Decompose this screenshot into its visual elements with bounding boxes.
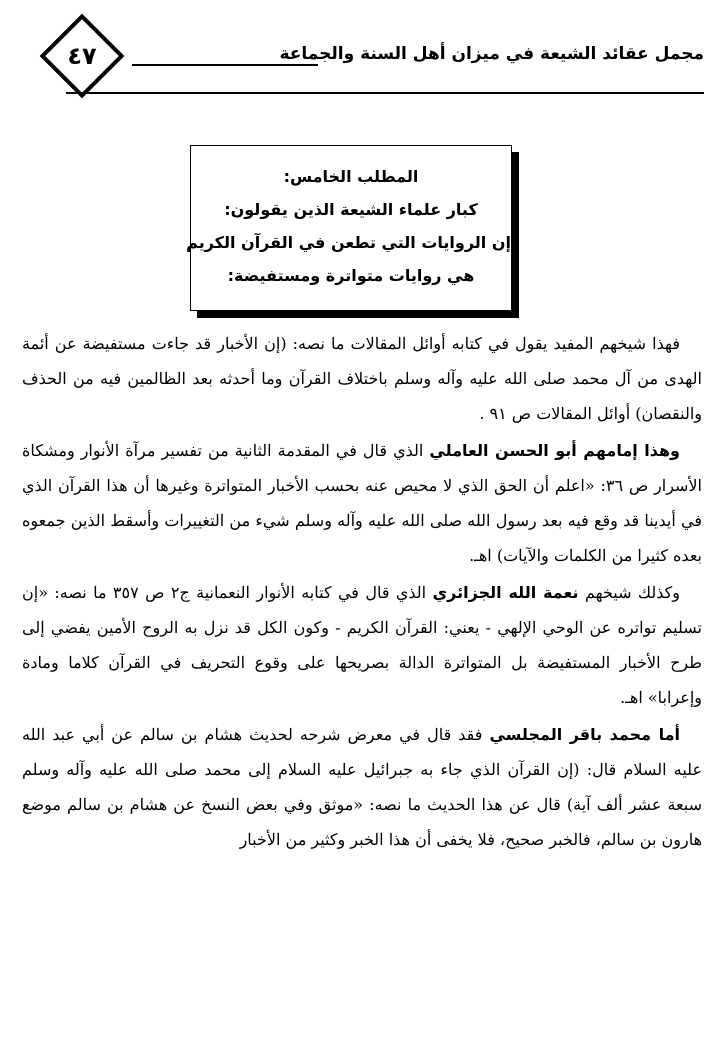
paragraph-majlisi <box>22 717 702 857</box>
bold-name: نعمة الله الجزائري <box>432 583 579 602</box>
section-heading-box <box>186 145 512 311</box>
section-heading-line-1: المطلب الخامس: <box>283 167 419 186</box>
paragraph-text: وكذلك شيخهم <box>578 583 681 602</box>
bold-lead: أما محمد باقر المجلسي <box>489 725 680 744</box>
header-rule <box>66 92 704 94</box>
paragraph-jazairi <box>22 575 702 715</box>
section-heading-line-2: كبار علماء الشيعة الذين يقولون: <box>224 200 478 219</box>
paragraph-amili <box>22 433 702 573</box>
paragraph-text: الذي قال في كتابه الأنوار النعمانية ج٢ ص ٣٥٧ ما نصه: «إن تسليم تواتره عن الوحي الإلهي - يعني: القرآن الكريم - وكون الكل قد نزل به الروح الأمين يفضي إلى طرح الأخبار المستفيضة بل المتواترة الدالة بصريحها على وقوع التحريف في القرآن كلاما ومادة وإعرابا» اهـ. <box>22 583 702 707</box>
page-number: ٤٧ <box>67 42 97 70</box>
paragraph-text: فهذا شيخهم المفيد يقول في كتابه أوائل المقالات ما نصه: (إن الأخبار قد جاءت مستفيضة عن أئمة الهدى من آل محمد صلى الله عليه وآله وسلم باختلاف القرآن وما أحدثه بعد الظالمين فيه من الحذف والنقصان) أوائل المقالات ص ٩١ . <box>22 334 702 423</box>
section-heading-line-4: هي روايات متواترة ومستفيضة: <box>227 266 475 285</box>
body-text <box>22 326 702 859</box>
section-heading-line-3: إن الروايات التي تطعن في القرآن الكريم <box>186 233 511 252</box>
paragraph-text: الذي قال في المقدمة الثانية من تفسير مرآة الأنوار ومشكاة الأسرار ص ٣٦: «اعلم أن الحق الذي لا محيص عنه بحسب الأخبار المتواترة وغيرها أن هذا القرآن الذي في أيدينا قد وقع فيه بعد رسول الله صلى الله عليه وآله وسلم شيء من التغييرات وأسقط الذين جمعوه بعده كثيرا من الكلمات والآيات) اهـ. <box>22 441 703 565</box>
paragraph-mufid <box>22 326 702 431</box>
running-title: مجمل عقائد الشيعة في ميزان أهل السنة والجماعة <box>279 44 704 64</box>
header-dash-line <box>132 64 318 66</box>
paragraph-text: فقد قال في معرض شرحه لحديث هشام بن سالم عن أبي عبد الله عليه السلام قال: (إن القرآن الذي جاء به جبرائيل عليه السلام إلى محمد صلى الله عليه وآله وسلم سبعة عشر ألف آية) قال عن هذا الحديث ما نصه: «موثق وفي بعض النسخ عن هشام بن سالم موضع هارون بن سالم، فالخبر صحيح، فلا يخفى أن هذا الخبر وكثير من الأخبار <box>22 725 702 849</box>
bold-lead: وهذا إمامهم أبو الحسن العاملي <box>429 441 681 460</box>
page-header <box>22 18 704 96</box>
